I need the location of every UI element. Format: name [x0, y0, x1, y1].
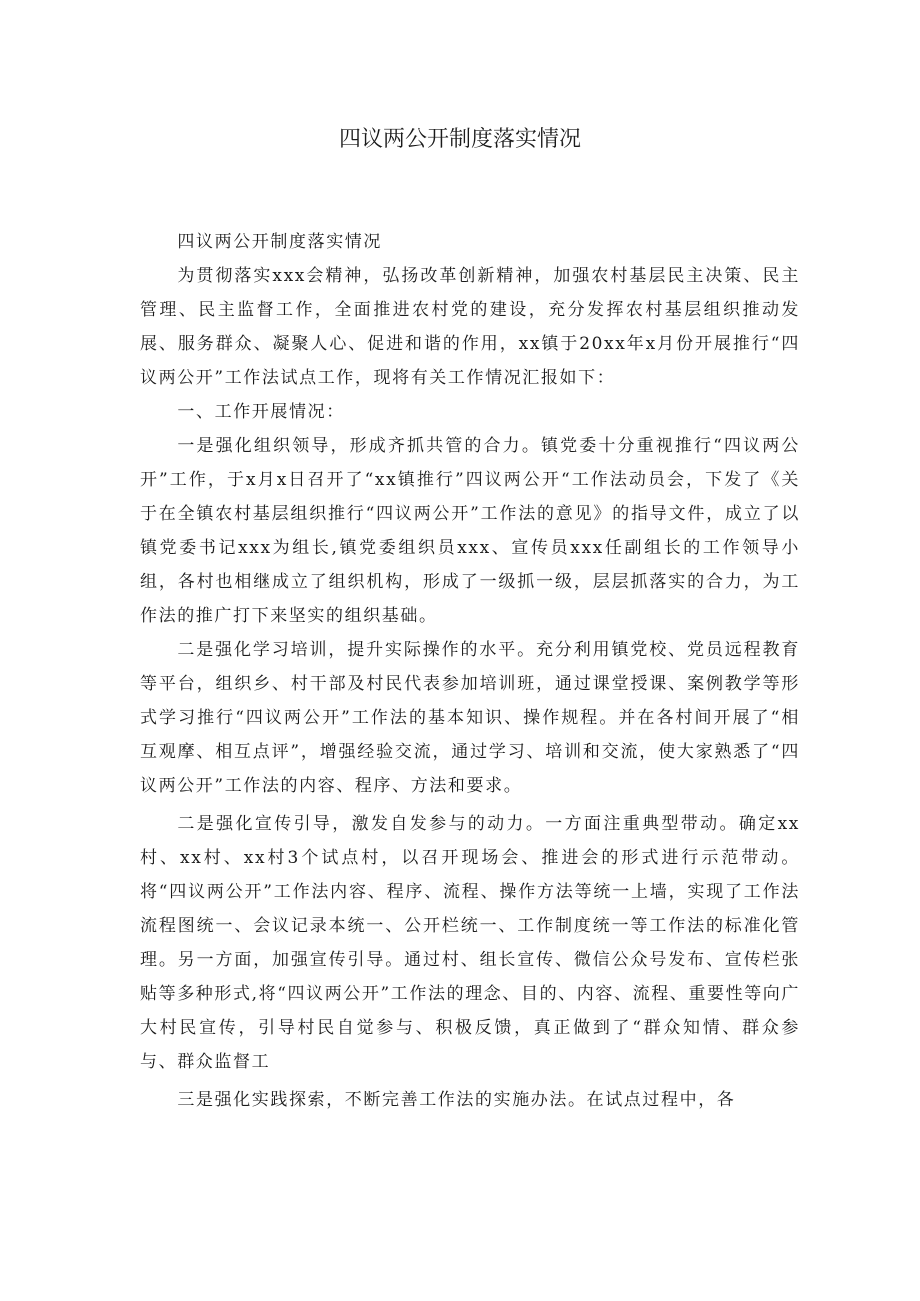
paragraph-organization: 一是强化组织领导，形成齐抓共管的合力。镇党委十分重视推行“四议两公开”工作，于x月x日召开了“xx镇推行”四议两公开“工作法动员会，下发了《关于在全镇农村基层组织推行“四议两公开”工作法的意见》的指导文件，成立了以镇党委书记xxx为组长,镇党委组织员xxx、宣传员xxx任副组长的工作领导小组，各村也相继成立了组织机构，形成了一级抓一级，层层抓落实的合力，为工作法的推广打下来坚实的组织基础。 [140, 436, 800, 626]
section-heading: 一、工作开展情况： [177, 402, 345, 422]
paragraph-practice: 三是强化实践探索，不断完善工作法的实施办法。在试点过程中，各 [177, 1090, 736, 1110]
document-body [140, 225, 800, 1117]
paragraph-publicity: 二是强化宣传引导，激发自发参与的动力。一方面注重典型带动。确定xx村、xx村、xx村3个试点村，以召开现场会、推进会的形式进行示范带动。将“四议两公开”工作法内容、程序、流程、操作方法等统一上墙，实现了工作法流程图统一、会议记录本统一、公开栏统一、工作制度统一等工作法的标准化管理。另一方面，加强宣传引导。通过村、组长宣传、微信公众号发布、宣传栏张贴等多种形式,将“四议两公开”工作法的理念、目的、内容、流程、重要性等向广大村民宣传，引导村民自觉参与、积极反馈，真正做到了“群众知情、群众参与、群众监督工 [140, 814, 800, 1072]
paragraph-subtitle: 四议两公开制度落实情况 [177, 232, 382, 252]
paragraph-training: 二是强化学习培训，提升实际操作的水平。充分利用镇党校、党员远程教育等平台，组织乡、村干部及村民代表参加培训班，通过课堂授课、案例教学等形式学习推行“四议两公开”工作法的基本知识、操作规程。并在各村间开展了“相互观摩、相互点评”，增强经验交流，通过学习、培训和交流，使大家熟悉了“四议两公开”工作法的内容、程序、方法和要求。 [140, 640, 800, 796]
document-title: 四议两公开制度落实情况 [338, 127, 581, 152]
paragraph-intro: 为贯彻落实xxx会精神，弘扬改革创新精神，加强农村基层民主决策、民主管理、民主监督工作，全面推进农村党的建设，充分发挥农村基层组织推动发展、服务群众、凝聚人心、促进和谐的作用，xx镇于20xx年x月份开展推行“四议两公开”工作法试点工作，现将有关工作情况汇报如下： [140, 266, 800, 388]
